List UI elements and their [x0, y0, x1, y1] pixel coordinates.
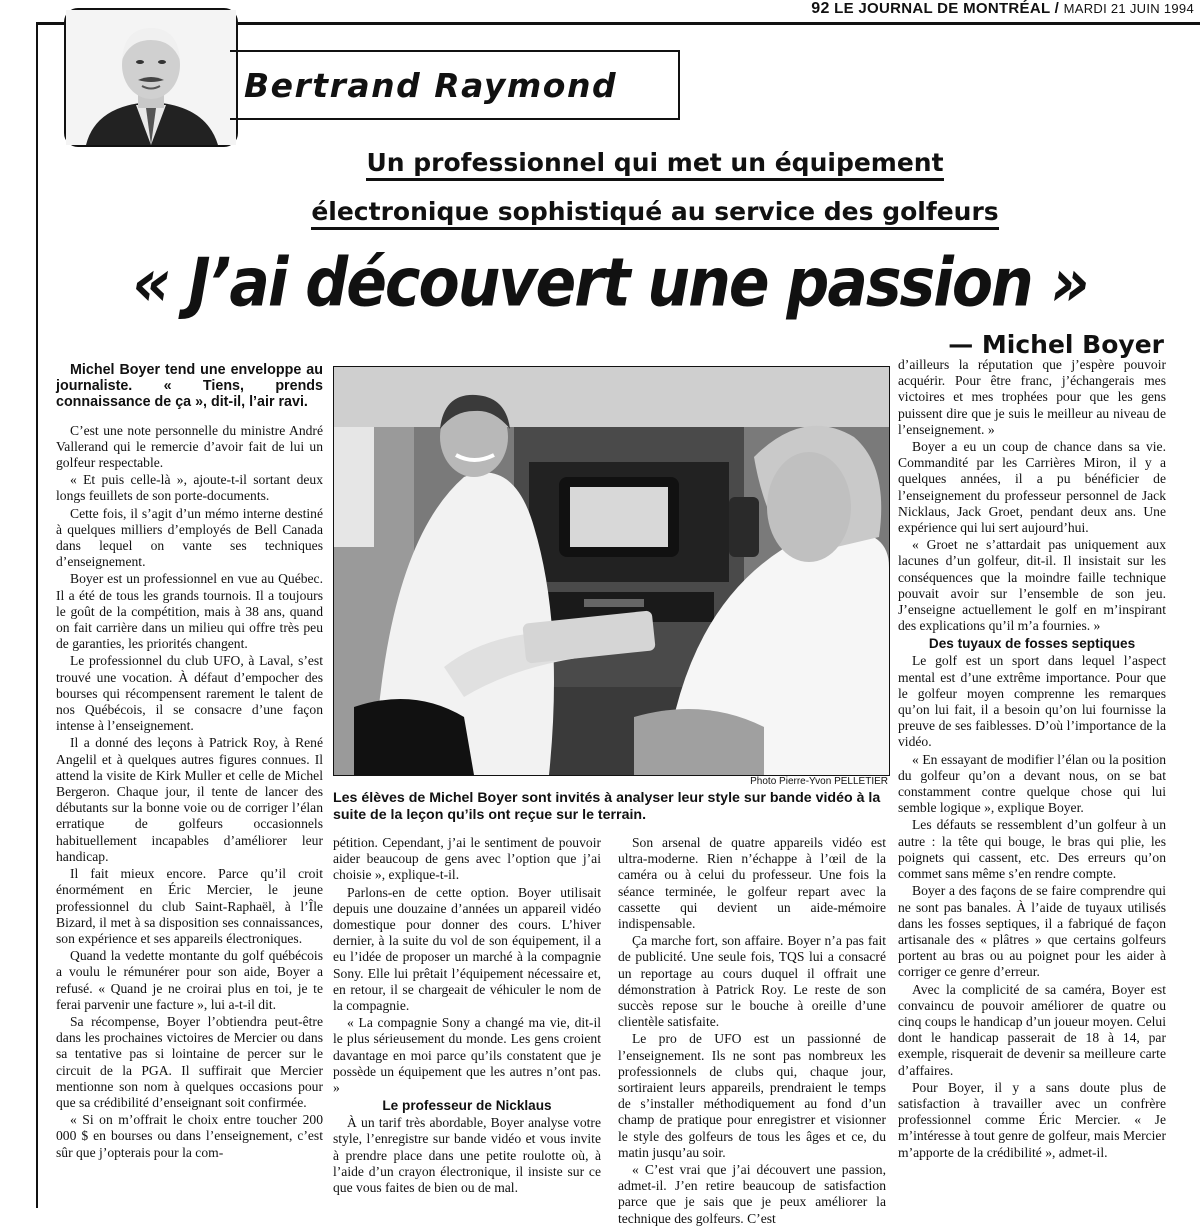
columnist-name: Bertrand Raymond: [244, 65, 618, 105]
paragraph: Le professionnel du club UFO, à Laval, s’est trouvé une vocation. À défaut d’empocher des bourses qui récompensent rarement le talent de nos Québécois, il se consacre d’une façon intense à l’enseignement.: [56, 653, 323, 734]
paragraph: Le golf est un sport dans lequel l’aspect mental est d’une extrême importance. Pour que le golfeur moyen comprenne les remarques qu’on lui fait, il a besoin qu’on lui fournisse la preuve de ses faiblesses. D’où l’importance de la vidéo.: [898, 653, 1166, 750]
paragraph: Quand la vedette montante du golf québécois a voulu le rémunérer pour son aide, Boyer a refusé. « Quand je ne croirai plus en toi, je te ferai parvenir une facture », lui a-t-il dit.: [56, 948, 323, 1012]
paragraph: Parlons-en de cette option. Boyer utilisait depuis une douzaine d’années un appareil vidéo domestique pour donner des cours. L’hiver dernier, à la suite du vol de son équipement, il a eu l’idée de proposer un marché à la compagnie Sony. Elle lui prêtait l’équipement nécessaire et, en retour, il se chargeait de véhiculer le nom de la compagnie.: [333, 884, 601, 1014]
paragraph: « Groet ne s’attardait pas uniquement aux lacunes d’un golfeur, dit-il. Il insistait sur les conséquences que la moindre faille technique pouvait avoir sur l’ensemble de son jeu. J’enseigne actuellement le golf en m’inspirant des explications qu’il m’a fournies. »: [898, 537, 1166, 634]
column-2: [333, 835, 601, 1197]
photo-credit: Photo Pierre-Yvon PELLETIER: [750, 776, 888, 787]
paragraph: pétition. Cependant, j’ai le sentiment de pouvoir aider beaucoup de gens avec l’option que j’ai choisie », explique-t-il.: [333, 835, 601, 883]
paragraph: Ça marche fort, son affaire. Boyer n’a pas fait de publicité. Une seule fois, TQS lui a consacré un reportage au cours duquel il offrait une démonstration à Patrick Roy. Le reste de son succès repose sur le bouche à oreille d’une clientèle satisfaite.: [618, 933, 886, 1030]
paragraph: Son arsenal de quatre appareils vidéo est ultra-moderne. Rien n’échappe à l’œil de la caméra ou à celui du professeur. Une fois la séance terminée, le golfeur repart avec la cassette qui devient un aide-mémoire indispensable.: [618, 835, 886, 932]
paragraph: Sa récompense, Boyer l’obtiendra peut-être dans les prochaines victoires de Mercier ou dans sa tentative pas si lointaine de percer sur le circuit de la PGA. Il suffirait que Mercier mentionne son nom à quelques occasions pour que sa crédibilité d’enseignant soit confirmée.: [56, 1013, 323, 1110]
deck-line-1: Un professionnel qui met un équipement: [200, 148, 1110, 177]
column-1: [56, 362, 323, 1162]
paragraph: « En essayant de modifier l’élan ou la position du golfeur qu’on a devant nous, on se bat constamment contre quelque chose qui lui semble logique », explique Boyer.: [898, 751, 1166, 816]
masthead-separator: /: [1054, 0, 1060, 17]
paragraph: Pour Boyer, il y a sans doute plus de satisfaction à travailler avec un confrère professionnel comme Éric Mercier. « Je m’intéresse à tout genre de golfeur, mais Mercier m’apporte de la crédibilité », admet-il.: [898, 1079, 1166, 1160]
subheading: Des tuyaux de fosses septiques: [928, 636, 1136, 652]
paragraph: Il a donné des leçons à Patrick Roy, à René Angelil et à quelques autres figures connues. Il attend la visite de Kirk Muller et celle de Michel Bergeron. Chaque jour, il tente de lancer des débutants sur la bonne voie ou de corriger l’élan erratique de golfeurs occasionnels habituellement incapables d’améliorer leur handicap.: [56, 735, 323, 864]
photo-caption: Les élèves de Michel Boyer sont invités à analyser leur style sur bande vidéo à la suite de la leçon qu’ils ont reçue sur le terrain.: [333, 790, 881, 823]
page-number: 92: [811, 0, 830, 17]
paragraph: « La compagnie Sony a changé ma vie, dit-il le plus sérieusement du monde. Les gens croient davantage en moi parce qu’ils constatent que je possède un équipement que les autres n’ont pas. »: [333, 1015, 601, 1096]
paragraph: À un tarif très abordable, Boyer analyse votre style, l’enregistre sur bande vidéo et vous invite à prendre place dans une petite roulotte où, à l’aide d’un crayon électronique, il insiste sur ce que vous faites de bien ou de mal.: [333, 1115, 601, 1196]
deck-line-2: électronique sophistiqué au service des golfeurs: [200, 197, 1110, 226]
paragraph: Il fait mieux encore. Parce qu’il croit énormément en Éric Mercier, le jeune professionnel du club Saint-Raphaël, à l’Île Bizard, il met à sa disposition ses connaissances, son expérience et ses appareils électroniques.: [56, 866, 323, 946]
paragraph: « Si on m’offrait le choix entre toucher 200 000 $ en bourses ou dans l’enseignement, c’est sûr que j’opterais pour la com-: [56, 1112, 323, 1160]
paragraph: Avec la complicité de sa caméra, Boyer est convaincu de pouvoir améliorer de quatre ou cinq coups le handicap d’un joueur moyen. Celui dont le handicap passerait de 18 à 14, par exemple, risquerait de devenir sa meilleure carte d’affaires.: [898, 981, 1166, 1078]
paragraph: d’ailleurs la réputation que j’espère pouvoir acquérir. Pour être franc, j’échangerais mes victoires et mes trophées pour que les gens puissent dire que je suis le meilleur au niveau de l’enseignement. »: [898, 357, 1166, 437]
paragraph: Boyer est un professionnel en vue au Québec. Il a été de tous les grands tournois. Il a toujours le goût de la compétition, mais à 38 ans, quand on fait carrière dans un milieu qui offre très peu de garanties, les priorités changent.: [56, 571, 323, 652]
paragraph: « Et puis celle-là », ajoute-t-il sortant deux longs feuillets de son porte-documents.: [56, 472, 323, 504]
headline: « J’ai découvert une passion »: [132, 243, 1088, 323]
paragraph: « C’est vrai que j’ai découvert une passion, admet-il. J’en retire beaucoup de satisfaction parce que je sais que je peux améliorer la technique des golfeurs. C’est: [618, 1162, 886, 1226]
columnist-portrait: [64, 8, 238, 147]
column-3: [618, 835, 886, 1228]
paragraph: Cette fois, il s’agit d’un mémo interne destiné à quelques milliers d’employés de Bell Canada dans lequel on vante ses techniques d’enseignement.: [56, 505, 323, 570]
article-photo: [333, 366, 890, 776]
masthead: [811, 0, 1194, 18]
lead-paragraph: Michel Boyer tend une enveloppe au journaliste. « Tiens, prends connaissance de ça », dit-il, l’air ravi.: [56, 362, 323, 411]
publication-date: MARDI 21 JUIN 1994: [1063, 1, 1194, 16]
column-4: [898, 357, 1166, 1162]
subheading: Le professeur de Nicklaus: [382, 1098, 552, 1114]
newspaper-name: LE JOURNAL DE MONTRÉAL: [834, 0, 1051, 17]
paragraph: C’est une note personnelle du ministre André Vallerand qui le remercie d’avoir fait de lui un golfeur respectable.: [56, 422, 323, 471]
quote-attribution: — Michel Boyer: [948, 330, 1164, 359]
byline-box: [230, 50, 680, 120]
paragraph: Boyer a des façons de se faire comprendre qui ne sont pas banales. À l’aide de tuyaux utilisés dans les fosses septiques, il a fabriqué de façon artisanale des « plâtres » que certains golfeurs portent au bras ou au poignet pour les aider à corriger ce genre d’erreur.: [898, 883, 1166, 980]
paragraph: Le pro de UFO est un passionné de l’enseignement. Ils ne sont pas nombreux les professionnels de clubs qui, chaque jour, sortiraient leurs appareils, prendraient le temps de s’installer méthodiquement au fond d’un champ de pratique pour enregistrer et visionner le style des golfeurs de tous les âges et ce, du matin jusqu’au soir.: [618, 1031, 886, 1160]
paragraph: Les défauts se ressemblent d’un golfeur à un autre : la tête qui bouge, le bras qui plie, les poignets qui cassent, etc. Des erreurs qu’on commet sans même s’en rendre compte.: [898, 817, 1166, 882]
paragraph: Boyer a eu un coup de chance dans sa vie. Commandité par les Carrières Miron, il y a quelques années, il a pu bénéficier de l’enseignement du professeur personnel de Jack Nicklaus, Jack Groet, pendant deux ans. Une expérience qui lui sert aujourd’hui.: [898, 439, 1166, 536]
